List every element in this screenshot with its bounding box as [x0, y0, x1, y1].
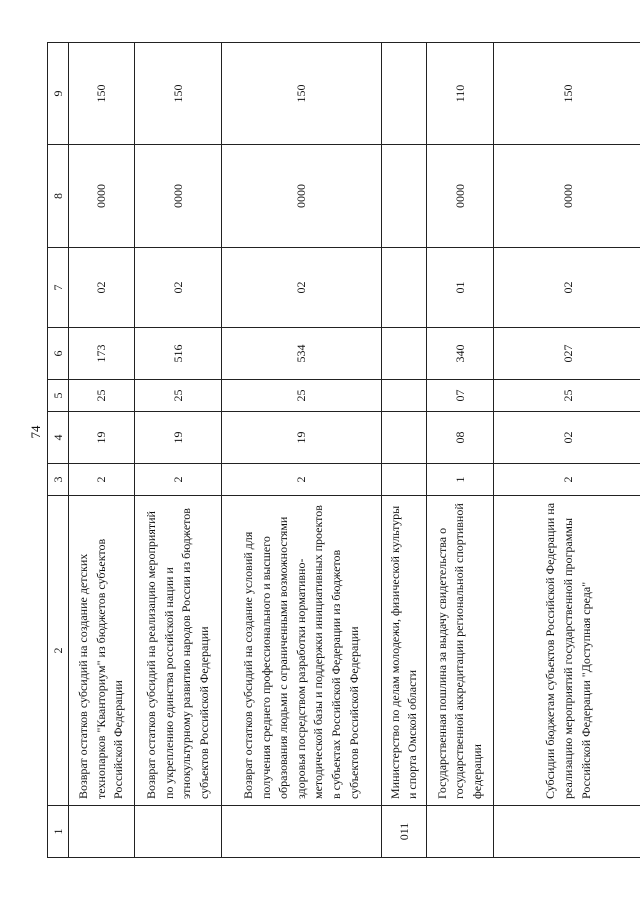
header-col-8: 8 — [48, 145, 69, 248]
row-name: Министерство по делам молодежи, физической культуры и спорта Омской области — [381, 496, 427, 806]
row-code — [427, 806, 493, 858]
row-col-8: 0000 — [427, 145, 493, 248]
row-col-7: 02 — [222, 248, 382, 328]
row-col-7: 02 — [135, 248, 222, 328]
header-col-2: 2 — [48, 496, 69, 806]
row-col-4: 19 — [69, 412, 135, 464]
header-col-5: 5 — [48, 380, 69, 412]
row-col-6: 027 — [493, 328, 640, 380]
row-col-9: 150 — [135, 43, 222, 145]
header-col-4: 4 — [48, 412, 69, 464]
header-col-1: 1 — [48, 806, 69, 858]
header-col-9: 9 — [48, 43, 69, 145]
row-col-3: 1 — [427, 464, 493, 496]
row-col-7 — [381, 248, 427, 328]
row-col-6: 340 — [427, 328, 493, 380]
row-col-8 — [381, 145, 427, 248]
row-code — [493, 806, 640, 858]
row-name: Субсидии бюджетам субъектов Российской Федерации на реализацию мероприятий государственной программы Российской Федерации "Доступная среда" — [493, 496, 640, 806]
table-row — [69, 43, 135, 858]
row-col-8: 0000 — [69, 145, 135, 248]
header-col-3: 3 — [48, 464, 69, 496]
table-row — [427, 43, 493, 858]
row-col-3 — [381, 464, 427, 496]
row-col-6 — [381, 328, 427, 380]
row-col-4: 08 — [427, 412, 493, 464]
row-col-9 — [381, 43, 427, 145]
row-name: Возврат остатков субсидий на создание детских технопарков "Кванториум" из бюджетов субъектов Российской Федерации — [69, 496, 135, 806]
row-col-5 — [381, 380, 427, 412]
page-number: 74 — [28, 425, 43, 439]
row-col-4: 19 — [222, 412, 382, 464]
table-row — [493, 43, 640, 858]
table-row — [222, 43, 382, 858]
row-col-6: 516 — [135, 328, 222, 380]
row-col-6: 173 — [69, 328, 135, 380]
table-row — [381, 43, 427, 858]
row-col-5: 25 — [135, 380, 222, 412]
row-col-5: 25 — [69, 380, 135, 412]
row-col-4: 02 — [493, 412, 640, 464]
row-col-5: 25 — [222, 380, 382, 412]
row-name: Возврат остатков субсидий на создание условий для получения среднего профессионального и высшего образования людьми с ограниченными возможностями здоровья посредством разработки нормативно-методической базы и поддержки инициативных проектов в субъектах Российской Федерации из бюджетов субъектов Российской Федерации — [222, 496, 382, 806]
row-col-8: 0000 — [493, 145, 640, 248]
row-col-3: 2 — [493, 464, 640, 496]
row-col-8: 0000 — [222, 145, 382, 248]
header-row — [48, 43, 69, 858]
row-col-5: 25 — [493, 380, 640, 412]
row-code — [222, 806, 382, 858]
row-col-5: 07 — [427, 380, 493, 412]
row-name: Возврат остатков субсидий на реализацию мероприятий по укреплению единства российской нации и этнокультурному развитию народов России из бюджетов субъектов Российской Федерации — [135, 496, 222, 806]
row-code: 011 — [381, 806, 427, 858]
row-col-6: 534 — [222, 328, 382, 380]
row-col-3: 2 — [135, 464, 222, 496]
budget-codes-table — [47, 42, 640, 858]
row-col-9: 150 — [493, 43, 640, 145]
row-col-9: 150 — [69, 43, 135, 145]
row-col-7: 02 — [493, 248, 640, 328]
row-col-3: 2 — [69, 464, 135, 496]
row-col-7: 01 — [427, 248, 493, 328]
row-col-4 — [381, 412, 427, 464]
row-code — [69, 806, 135, 858]
row-name: Государственная пошлина за выдачу свидетельства о государственной аккредитации региональной спортивной федерации — [427, 496, 493, 806]
row-col-3: 2 — [222, 464, 382, 496]
row-col-8: 0000 — [135, 145, 222, 248]
row-col-4: 19 — [135, 412, 222, 464]
row-col-9: 110 — [427, 43, 493, 145]
row-col-7: 02 — [69, 248, 135, 328]
row-code — [135, 806, 222, 858]
row-col-9: 150 — [222, 43, 382, 145]
table-row — [135, 43, 222, 858]
header-col-7: 7 — [48, 248, 69, 328]
header-col-6: 6 — [48, 328, 69, 380]
